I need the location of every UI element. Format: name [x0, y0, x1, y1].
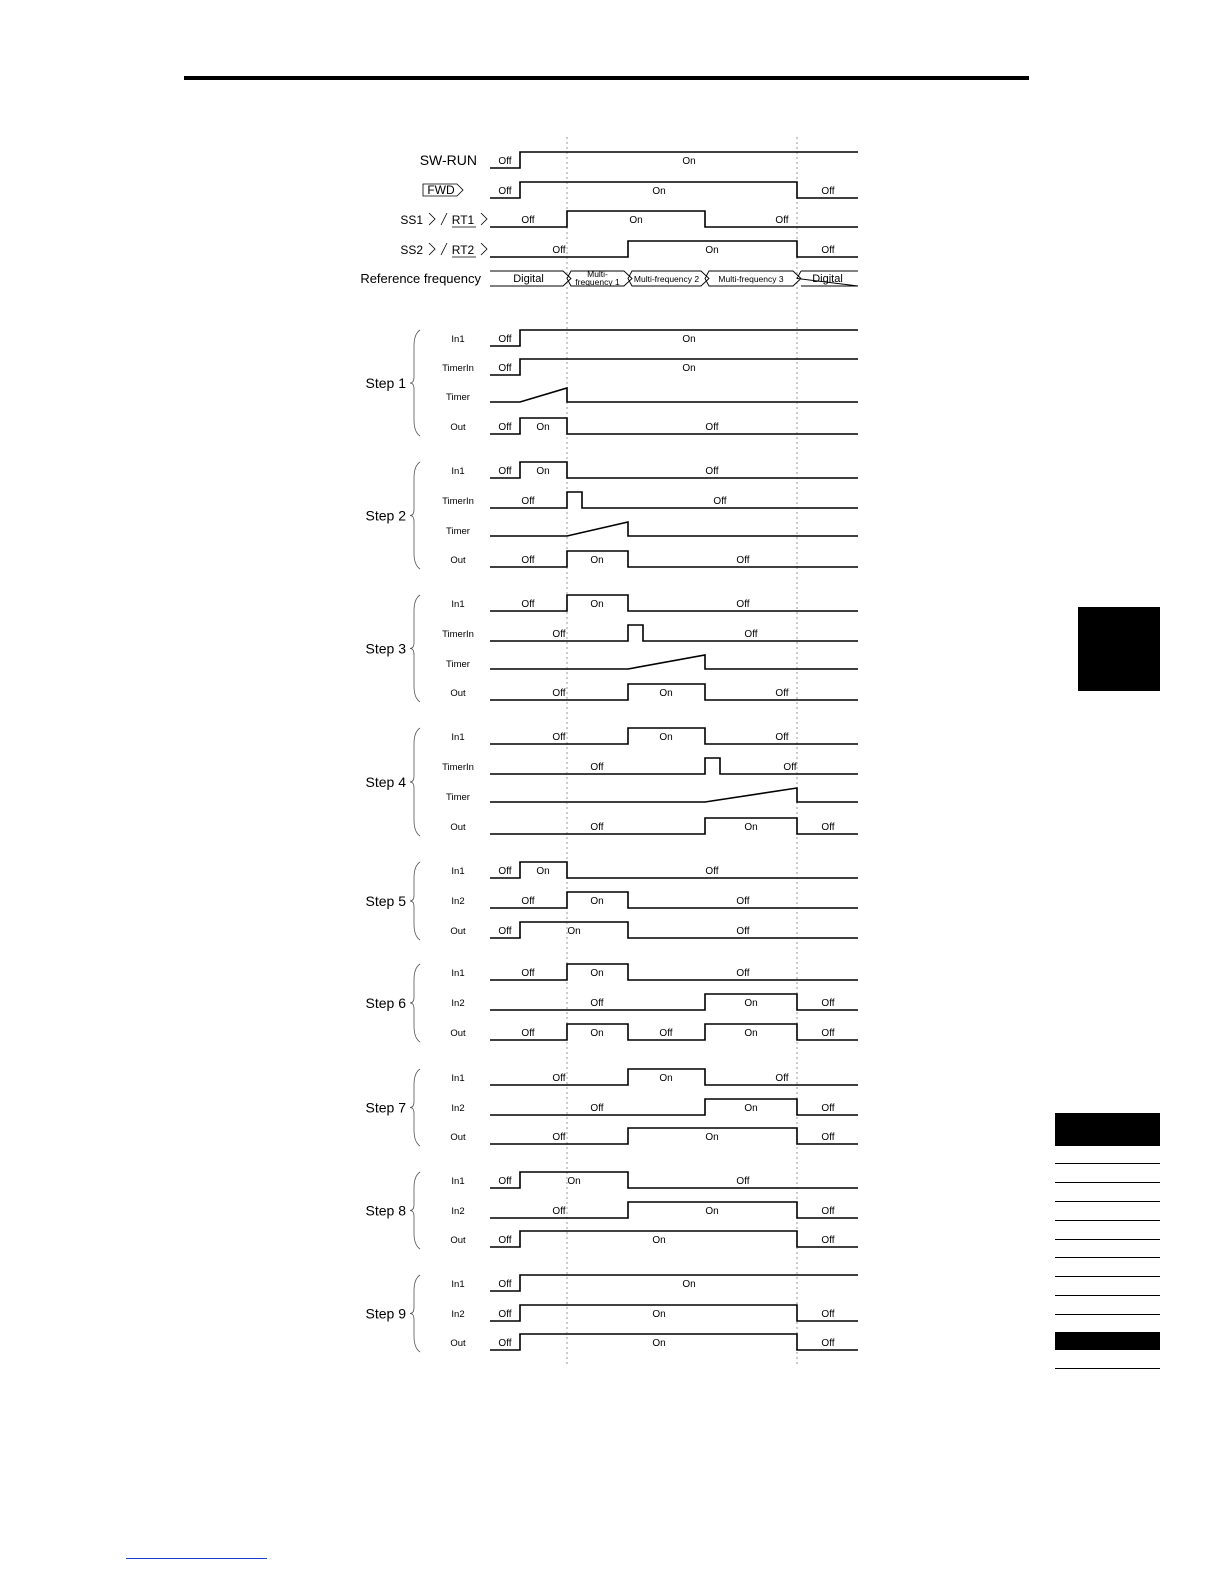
step-8-brace — [410, 1172, 420, 1249]
step-4-timerin-waveform — [490, 758, 858, 774]
step-4-timerin-state-label: Off — [590, 762, 604, 773]
step-3-in1-waveform — [490, 595, 858, 611]
step-4-title: Step 4 — [365, 774, 406, 790]
step-4-out-state-label: Off — [590, 822, 604, 833]
step-3-timer-ramp-waveform — [490, 655, 858, 669]
step-5-in2-state-label: Off — [521, 896, 535, 907]
step-2-in1-state-label: Off — [498, 466, 512, 477]
step-7-in1-state-label: On — [659, 1073, 673, 1084]
step-9-in1-state-label: Off — [498, 1279, 512, 1290]
step-7-out-waveform — [490, 1128, 858, 1144]
step-4-out-waveform — [490, 818, 858, 834]
step-3-title: Step 3 — [365, 640, 406, 657]
chapter-tab — [1078, 607, 1160, 691]
step-3-in1-state-label: Off — [521, 599, 535, 610]
step-6-brace — [410, 964, 420, 1042]
step-9-out-label: Out — [450, 1338, 466, 1349]
step-3-out-state-label: On — [659, 688, 673, 699]
step-6-in2-state-label: On — [744, 998, 758, 1009]
step-5-in1-state-label: Off — [705, 866, 719, 877]
step-8-out-state-label: Off — [821, 1235, 835, 1246]
step-7-brace — [410, 1069, 420, 1146]
step-5-in1-state-label: On — [536, 866, 550, 877]
step-4-in1-state-label: On — [659, 732, 673, 743]
top-signal-fwd-label: FWD — [427, 183, 455, 197]
step-7-out-label: Out — [450, 1132, 466, 1143]
step-3-out-state-label: Off — [775, 688, 789, 699]
step-8-in2-waveform — [490, 1202, 858, 1218]
index-row-active — [1055, 1332, 1160, 1350]
step-9-in2-state-label: Off — [498, 1309, 512, 1320]
step-7-title: Step 7 — [365, 1099, 406, 1116]
step-4-out-state-label: On — [744, 822, 758, 833]
top-signal-ss2-state-label: Off — [821, 245, 835, 256]
step-2-out-state-label: Off — [736, 555, 750, 566]
step-9-in1-waveform — [490, 1275, 858, 1291]
top-signal-ss2-label-alt: RT2 — [451, 243, 475, 257]
step-3-timerin-state-label: Off — [744, 629, 758, 640]
step-6-out-waveform — [490, 1024, 858, 1040]
step-2-timerin-state-label: Off — [521, 496, 535, 507]
index-row — [1055, 1296, 1160, 1315]
step-6-out-label: Out — [450, 1028, 466, 1039]
step-9-in2-state-label: On — [652, 1309, 666, 1320]
step-9-out-waveform — [490, 1334, 858, 1350]
top-signal-fwd-waveform — [490, 182, 858, 198]
step-1-timerin-state-label: On — [682, 363, 696, 374]
top-signal-sw-run-waveform — [490, 152, 858, 168]
reference-frequency-label: Reference frequency — [360, 271, 481, 286]
reference-frequency-cell: frequency 1 — [575, 277, 620, 287]
step-1-brace — [410, 330, 420, 436]
index-row — [1055, 1350, 1160, 1369]
step-4-in1-state-label: Off — [775, 732, 789, 743]
step-5-out-state-label: Off — [736, 926, 750, 937]
step-7-in1-state-label: Off — [552, 1073, 566, 1084]
step-8-out-state-label: On — [652, 1235, 666, 1246]
top-signal-ss2-separator-icon — [429, 243, 447, 255]
step-6-out-state-label: On — [590, 1028, 604, 1039]
reference-frequency-cell: Multi-frequency 2 — [633, 274, 700, 284]
step-2-out-label: Out — [450, 555, 466, 566]
step-5-brace — [410, 862, 420, 940]
reference-frequency-cell: Multi-frequency 3 — [718, 274, 784, 284]
step-1-out-state-label: Off — [705, 422, 719, 433]
step-2-brace — [410, 462, 420, 569]
step-3-timerin-state-label: Off — [552, 629, 566, 640]
step-1-timerin-waveform — [490, 359, 858, 375]
step-1-out-state-label: On — [536, 422, 550, 433]
step-1-timerin-label: TimerIn — [442, 363, 474, 374]
step-3-brace — [410, 595, 420, 702]
top-signal-fwd-state-label: On — [652, 186, 666, 197]
step-4-brace — [410, 728, 420, 836]
top-signal-ss2-state-label: On — [705, 245, 719, 256]
step-8-in1-state-label: On — [567, 1176, 581, 1187]
reference-frequency-cell: Multi- — [587, 269, 608, 279]
step-5-in1-state-label: Off — [498, 866, 512, 877]
step-4-out-state-label: Off — [821, 822, 835, 833]
step-9-in2-waveform — [490, 1305, 858, 1321]
step-8-out-label: Out — [450, 1235, 466, 1246]
step-3-timerin-label: TimerIn — [442, 629, 474, 640]
step-8-in2-state-label: Off — [821, 1206, 835, 1217]
step-8-out-waveform — [490, 1231, 858, 1247]
step-9-out-state-label: On — [652, 1338, 666, 1349]
step-1-out-state-label: Off — [498, 422, 512, 433]
step-3-timer-label: Timer — [446, 659, 470, 670]
step-1-in1-state-label: Off — [498, 334, 512, 345]
step-6-out-state-label: On — [744, 1028, 758, 1039]
step-1-out-label: Out — [450, 422, 466, 433]
step-6-in2-label: In2 — [451, 998, 465, 1009]
step-5-out-state-label: Off — [498, 926, 512, 937]
step-1-timer-label: Timer — [446, 392, 470, 403]
step-3-out-state-label: Off — [552, 688, 566, 699]
index-row — [1055, 1164, 1160, 1183]
step-9-in2-label: In2 — [451, 1309, 465, 1320]
step-9-in1-label: In1 — [451, 1279, 465, 1290]
footer-link-underline[interactable] — [126, 1558, 267, 1559]
step-8-in2-state-label: Off — [552, 1206, 566, 1217]
index-header-cell — [1055, 1113, 1160, 1146]
step-6-in1-waveform — [490, 964, 858, 980]
step-9-title: Step 9 — [365, 1305, 406, 1322]
step-6-title: Step 6 — [365, 995, 406, 1011]
step-7-in1-waveform — [490, 1069, 858, 1085]
step-2-timer-ramp-waveform — [490, 522, 858, 536]
step-8-out-state-label: Off — [498, 1235, 512, 1246]
step-8-in1-state-label: Off — [498, 1176, 512, 1187]
top-signal-ss1-state-label: Off — [521, 215, 535, 226]
step-3-timerin-waveform — [490, 625, 858, 641]
step-2-in1-state-label: Off — [705, 466, 719, 477]
step-2-title: Step 2 — [365, 507, 406, 524]
step-6-out-state-label: Off — [821, 1028, 835, 1039]
step-9-out-state-label: Off — [498, 1338, 512, 1349]
index-row — [1055, 1258, 1160, 1277]
step-2-timerin-waveform — [490, 492, 858, 508]
step-3-in1-state-label: Off — [736, 599, 750, 610]
step-5-out-label: Out — [450, 926, 466, 937]
step-8-in1-label: In1 — [451, 1176, 465, 1187]
top-signal-ss1-waveform — [490, 211, 858, 227]
step-7-in2-label: In2 — [451, 1103, 465, 1114]
step-1-in1-state-label: On — [682, 334, 696, 345]
top-signal-sw-run-state-label: On — [682, 156, 696, 167]
step-1-in1-label: In1 — [451, 334, 465, 345]
step-3-in1-label: In1 — [451, 599, 465, 610]
step-7-out-state-label: Off — [821, 1132, 835, 1143]
step-5-in2-state-label: Off — [736, 896, 750, 907]
top-signal-ss1-state-label: Off — [775, 215, 789, 226]
top-signal-fwd-state-label: Off — [498, 186, 512, 197]
top-signal-fwd-state-label: Off — [821, 186, 835, 197]
step-8-in1-state-label: Off — [736, 1176, 750, 1187]
top-signal-ss1-state-label: On — [629, 215, 643, 226]
reference-frequency-cell: Digital — [812, 273, 843, 285]
index-row — [1055, 1146, 1160, 1164]
step-2-in1-state-label: On — [536, 466, 550, 477]
step-5-in2-state-label: On — [590, 896, 604, 907]
step-2-out-state-label: Off — [521, 555, 535, 566]
step-5-in2-label: In2 — [451, 896, 465, 907]
step-9-brace — [410, 1275, 420, 1352]
step-8-title: Step 8 — [365, 1202, 406, 1219]
step-7-in1-state-label: Off — [775, 1073, 789, 1084]
top-signal-ss1-label: SS1 — [400, 213, 423, 227]
step-7-in2-state-label: On — [744, 1103, 758, 1114]
step-1-title: Step 1 — [365, 375, 406, 391]
step-8-in2-state-label: On — [705, 1206, 719, 1217]
step-2-timerin-state-label: Off — [713, 496, 727, 507]
step-1-timer-ramp-waveform — [490, 388, 858, 402]
step-5-title: Step 5 — [365, 893, 406, 909]
step-3-out-waveform — [490, 684, 858, 700]
step-4-out-label: Out — [450, 822, 466, 833]
step-6-in1-state-label: Off — [521, 968, 535, 979]
step-5-out-waveform — [490, 922, 858, 938]
step-9-in2-state-label: Off — [821, 1309, 835, 1320]
step-7-in2-state-label: Off — [821, 1103, 835, 1114]
step-2-out-state-label: On — [590, 555, 604, 566]
step-4-in1-state-label: Off — [552, 732, 566, 743]
step-6-in2-state-label: Off — [590, 998, 604, 1009]
step-7-out-state-label: Off — [552, 1132, 566, 1143]
step-6-in1-label: In1 — [451, 968, 465, 979]
step-9-in1-state-label: On — [682, 1279, 696, 1290]
step-1-timerin-state-label: Off — [498, 363, 512, 374]
step-4-in1-label: In1 — [451, 732, 465, 743]
step-4-timerin-state-label: Off — [783, 762, 797, 773]
step-5-in2-waveform — [490, 892, 858, 908]
step-7-out-state-label: On — [705, 1132, 719, 1143]
step-4-timer-label: Timer — [446, 792, 470, 803]
top-signal-ss1-separator-icon — [429, 213, 447, 225]
step-8-in1-waveform — [490, 1172, 858, 1188]
step-6-in1-state-label: Off — [736, 968, 750, 979]
top-signal-sw-run-state-label: Off — [498, 156, 512, 167]
index-row — [1055, 1183, 1160, 1202]
step-1-in1-waveform — [490, 330, 858, 346]
step-8-in2-label: In2 — [451, 1206, 465, 1217]
top-signal-ss1-label-alt: RT1 — [451, 213, 475, 227]
index-row — [1055, 1202, 1160, 1221]
index-row — [1055, 1240, 1160, 1258]
step-6-in2-state-label: Off — [821, 998, 835, 1009]
step-2-in1-label: In1 — [451, 466, 465, 477]
step-2-timer-label: Timer — [446, 526, 470, 537]
step-6-out-state-label: Off — [659, 1028, 673, 1039]
top-signal-ss2-state-label: Off — [552, 245, 566, 256]
step-9-out-state-label: Off — [821, 1338, 835, 1349]
step-3-out-label: Out — [450, 688, 466, 699]
step-4-timerin-label: TimerIn — [442, 762, 474, 773]
step-7-in1-label: In1 — [451, 1073, 465, 1084]
top-signal-ss2-label: SS2 — [400, 243, 423, 257]
top-signal-sw-run-label: SW-RUN — [419, 152, 477, 168]
index-row — [1055, 1221, 1160, 1240]
step-6-out-state-label: Off — [521, 1028, 535, 1039]
step-7-in2-state-label: Off — [590, 1103, 604, 1114]
section-index-table — [1055, 1113, 1160, 1369]
step-2-out-waveform — [490, 551, 858, 567]
step-2-timerin-label: TimerIn — [442, 496, 474, 507]
step-5-out-state-label: On — [567, 926, 581, 937]
step-3-in1-state-label: On — [590, 599, 604, 610]
step-7-in2-waveform — [490, 1099, 858, 1115]
reference-frequency-cell: Digital — [513, 273, 544, 285]
top-signal-ss2-waveform — [490, 241, 858, 257]
step-4-in1-waveform — [490, 728, 858, 744]
step-6-in1-state-label: On — [590, 968, 604, 979]
step-6-in2-waveform — [490, 994, 858, 1010]
index-row — [1055, 1277, 1160, 1296]
step-5-in1-label: In1 — [451, 866, 465, 877]
step-4-timer-ramp-waveform — [490, 788, 858, 802]
